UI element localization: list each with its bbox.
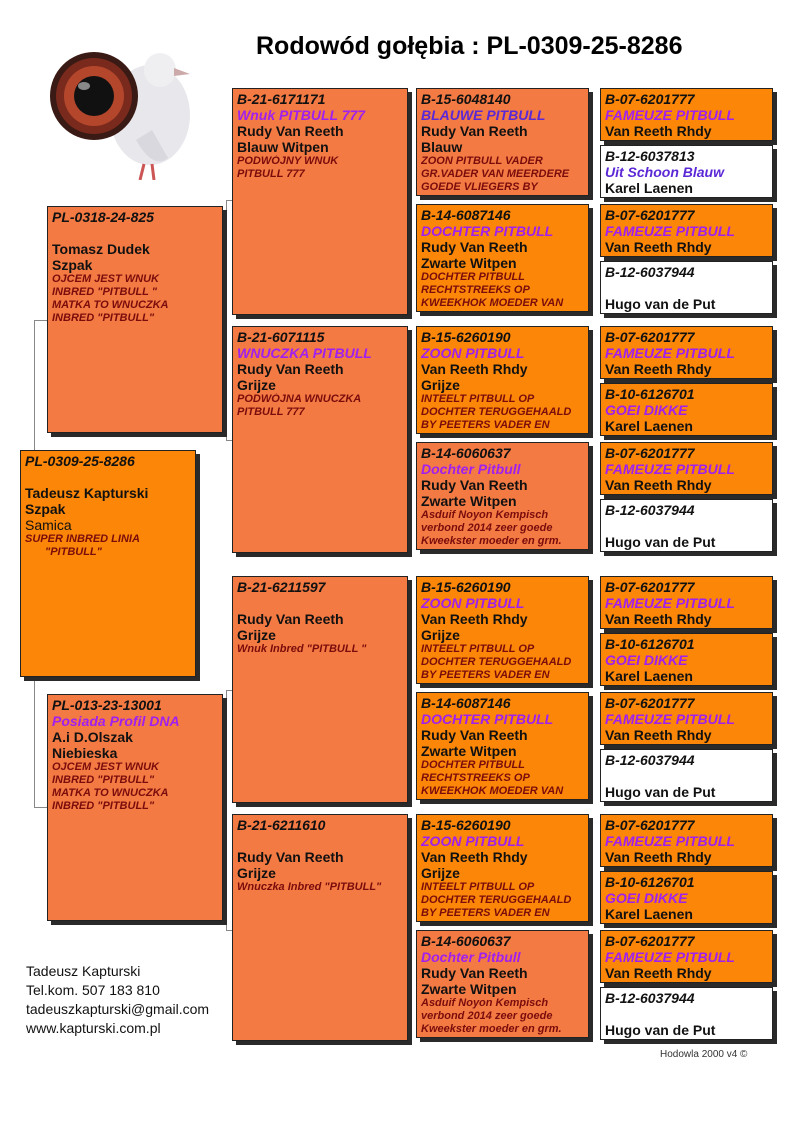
g4-card (600, 749, 773, 802)
ggp-name: DOCHTER PITBULL (421, 223, 554, 239)
breeder-name: Tadeusz Kapturski (26, 963, 141, 979)
g4-name: FAMEUZE PITBULL (605, 223, 735, 239)
ggp-note: BY PEETERS VADER EN (421, 669, 550, 681)
subject-color: Szpak (25, 501, 66, 517)
grandparent-card (232, 814, 408, 1041)
grandparent-owner: Rudy Van Reeth (237, 123, 344, 139)
grandparent-color: Blauw Witpen (237, 139, 329, 155)
sire-ring: PL-0318-24-825 (52, 209, 154, 225)
g4-owner: Hugo van de Put (605, 784, 716, 800)
ggp-note: verbond 2014 zeer goede (421, 522, 553, 534)
ggp-owner: Rudy Van Reeth (421, 477, 528, 493)
g4-owner: Hugo van de Put (605, 534, 716, 550)
ggp-note: GR.VADER VAN MEERDERE (421, 168, 570, 180)
g4-card (600, 692, 773, 745)
g4-card (600, 383, 773, 436)
g4-name: FAMEUZE PITBULL (605, 345, 735, 361)
software-stamp: Hodowla 2000 v4 © (660, 1049, 748, 1060)
ggp-name: ZOON PITBULL (421, 833, 525, 849)
ggp-ring: B-14-6060637 (421, 933, 511, 949)
g4-ring: B-07-6201777 (605, 817, 695, 833)
g4-card (600, 204, 773, 257)
ggp-ring: B-14-6087146 (421, 695, 511, 711)
ggp-note: KWEEKHOK MOEDER VAN (421, 297, 564, 309)
ggp-note: GOEDE VLIEGERS BY (421, 181, 538, 193)
g4-card (600, 814, 773, 867)
sire-card (47, 206, 223, 433)
ggp-color: Zwarte Witpen (421, 981, 517, 997)
g4-name: FAMEUZE PITBULL (605, 595, 735, 611)
g4-owner: Hugo van de Put (605, 296, 716, 312)
g4-name: FAMEUZE PITBULL (605, 107, 735, 123)
dam-ring: PL-013-23-13001 (52, 697, 162, 713)
ggp-note: BY PEETERS VADER EN (421, 907, 550, 919)
g4-ring: B-07-6201777 (605, 207, 695, 223)
g4-card (600, 88, 773, 141)
breeder-email[interactable]: tadeuszkapturski@gmail.com (26, 1001, 210, 1017)
ggp-note: DOCHTER PITBULL (421, 271, 525, 283)
great-grandparent-card (416, 88, 589, 196)
g4-name: GOEI DIKKE (605, 652, 688, 668)
dam-note: MATKA TO WNUCZKA (52, 787, 169, 799)
grandparent-ring: B-21-6171171 (237, 91, 326, 107)
subject-note: "PITBULL" (45, 546, 102, 558)
ggp-note: verbond 2014 zeer goede (421, 1010, 553, 1022)
ggp-ring: B-15-6260190 (421, 579, 511, 595)
ggp-ring: B-14-6060637 (421, 445, 511, 461)
ggp-note: RECHTSTREEKS OP (421, 284, 530, 296)
g4-ring: B-12-6037944 (605, 990, 695, 1006)
great-grandparent-card (416, 442, 589, 550)
great-grandparent-card (416, 692, 589, 800)
g4-card (600, 930, 773, 983)
grandparent-note: Wnuczka Inbred "PITBULL" (237, 881, 382, 893)
breeder-website[interactable]: www.kapturski.com.pl (26, 1020, 161, 1036)
g4-owner: Van Reeth Rhdy (605, 123, 712, 139)
dam-note: OJCEM JEST WNUK (52, 761, 159, 773)
dam-owner: A.i D.Olszak (52, 729, 133, 745)
g4-card (600, 576, 773, 629)
subject-owner: Tadeusz Kapturski (25, 485, 149, 501)
ggp-color: Grijze (421, 865, 460, 881)
grandparent-owner: Rudy Van Reeth (237, 361, 344, 377)
great-grandparent-card (416, 204, 589, 312)
ggp-color: Grijze (421, 627, 460, 643)
g4-owner: Van Reeth Rhdy (605, 727, 712, 743)
breeder-phone: Tel.kom. 507 183 810 (26, 982, 160, 998)
page-title: Rodowód gołębia : PL-0309-25-8286 (256, 32, 683, 60)
g4-owner: Van Reeth Rhdy (605, 849, 712, 865)
g4-name: GOEI DIKKE (605, 402, 688, 418)
grandparent-note: PITBULL 777 (237, 406, 305, 418)
great-grandparent-card (416, 576, 589, 684)
g4-ring: B-07-6201777 (605, 91, 695, 107)
grandparent-color: Grijze (237, 865, 276, 881)
grandparent-note: Wnuk Inbred "PITBULL " (237, 643, 367, 655)
grandparent-ring: B-21-6211610 (237, 817, 326, 833)
grandparent-note: PODWÓJNY WNUK (237, 155, 339, 167)
ggp-name: BLAUWE PITBULL (421, 107, 546, 123)
ggp-note: DOCHTER TERUGGEHAALD (421, 406, 572, 418)
ggp-name: DOCHTER PITBULL (421, 711, 554, 727)
ggp-note: BY PEETERS VADER EN (421, 419, 550, 431)
g4-ring: B-07-6201777 (605, 933, 695, 949)
ggp-owner: Rudy Van Reeth (421, 965, 528, 981)
g4-ring: B-07-6201777 (605, 329, 695, 345)
g4-card (600, 987, 773, 1040)
grandparent-color: Grijze (237, 377, 276, 393)
grandparent-name: Wnuk PITBULL 777 (237, 107, 366, 123)
ggp-note: INTEELT PITBULL OP (421, 393, 535, 405)
ggp-color: Zwarte Witpen (421, 255, 517, 271)
g4-owner: Van Reeth Rhdy (605, 611, 712, 627)
ggp-note: DOCHTER TERUGGEHAALD (421, 656, 572, 668)
ggp-color: Zwarte Witpen (421, 743, 517, 759)
g4-owner: Van Reeth Rhdy (605, 239, 712, 255)
ggp-note: Asduif Noyon Kempisch (421, 997, 549, 1009)
sire-note: OJCEM JEST WNUK (52, 273, 159, 285)
dam-color: Niebieska (52, 745, 118, 761)
dam-card (47, 694, 223, 921)
ggp-note: DOCHTER PITBULL (421, 759, 525, 771)
grandparent-card (232, 326, 408, 553)
sire-note: INBRED "PITBULL" (52, 312, 155, 324)
subject-sex: Samica (25, 517, 72, 533)
g4-name: FAMEUZE PITBULL (605, 949, 735, 965)
ggp-name: ZOON PITBULL (421, 345, 525, 361)
g4-ring: B-10-6126701 (605, 386, 695, 402)
sire-note: INBRED "PITBULL " (52, 286, 157, 298)
ggp-note: INTEELT PITBULL OP (421, 881, 535, 893)
g4-card (600, 261, 773, 314)
ggp-note: INTEELT PITBULL OP (421, 643, 535, 655)
ggp-note: Asduif Noyon Kempisch (421, 509, 549, 521)
g4-ring: B-07-6201777 (605, 695, 695, 711)
grandparent-owner: Rudy Van Reeth (237, 849, 344, 865)
ggp-ring: B-15-6048140 (421, 91, 511, 107)
grandparent-ring: B-21-6071115 (237, 329, 325, 345)
subject-card (20, 450, 196, 677)
dam-note: INBRED "PITBULL" (52, 800, 155, 812)
g4-ring: B-12-6037944 (605, 502, 695, 518)
ggp-note: RECHTSTREEKS OP (421, 772, 530, 784)
sire-owner: Tomasz Dudek (52, 241, 150, 257)
ggp-owner: Van Reeth Rhdy (421, 849, 528, 865)
pigeon-eye-logo (48, 30, 198, 180)
grandparent-owner: Rudy Van Reeth (237, 611, 344, 627)
ggp-owner: Rudy Van Reeth (421, 239, 528, 255)
g4-ring: B-12-6037813 (605, 148, 695, 164)
ggp-name: Dochter Pitbull (421, 949, 521, 965)
grandparent-card (232, 576, 408, 803)
g4-owner: Hugo van de Put (605, 1022, 716, 1038)
ggp-note: ZOON PITBULL VADER (421, 155, 543, 167)
g4-owner: Van Reeth Rhdy (605, 361, 712, 377)
g4-name: GOEI DIKKE (605, 890, 688, 906)
ggp-note: KWEEKHOK MOEDER VAN (421, 785, 564, 797)
great-grandparent-card (416, 326, 589, 434)
g4-ring: B-07-6201777 (605, 445, 695, 461)
ggp-name: Dochter Pitbull (421, 461, 521, 477)
dam-name: Posiada Profil DNA (52, 713, 180, 729)
grandparent-note: PITBULL 777 (237, 168, 305, 180)
g4-owner: Van Reeth Rhdy (605, 477, 712, 493)
subject-note: SUPER INBRED LINIA (25, 533, 140, 545)
ggp-owner: Van Reeth Rhdy (421, 611, 528, 627)
g4-owner: Karel Laenen (605, 906, 693, 922)
ggp-name: ZOON PITBULL (421, 595, 525, 611)
great-grandparent-card (416, 930, 589, 1038)
g4-name: Uit Schoon Blauw (605, 164, 724, 180)
g4-card (600, 326, 773, 379)
dam-note: INBRED "PITBULL" (52, 774, 155, 786)
ggp-note: DOCHTER TERUGGEHAALD (421, 894, 572, 906)
g4-ring: B-12-6037944 (605, 752, 695, 768)
ggp-owner: Rudy Van Reeth (421, 727, 528, 743)
ggp-color: Blauw (421, 139, 463, 155)
great-grandparent-card (416, 814, 589, 922)
sire-note: MATKA TO WNUCZKA (52, 299, 169, 311)
g4-ring: B-07-6201777 (605, 579, 695, 595)
g4-card (600, 145, 773, 198)
grandparent-color: Grijze (237, 627, 276, 643)
grandparent-name: WNUCZKA PITBULL (237, 345, 372, 361)
breeder-contact (26, 962, 209, 1038)
g4-ring: B-10-6126701 (605, 874, 695, 890)
g4-owner: Karel Laenen (605, 180, 693, 196)
g4-owner: Van Reeth Rhdy (605, 965, 712, 981)
g4-ring: B-10-6126701 (605, 636, 695, 652)
ggp-color: Grijze (421, 377, 460, 393)
g4-name: FAMEUZE PITBULL (605, 833, 735, 849)
ggp-owner: Van Reeth Rhdy (421, 361, 528, 377)
g4-card (600, 499, 773, 552)
g4-owner: Karel Laenen (605, 668, 693, 684)
g4-name: FAMEUZE PITBULL (605, 711, 735, 727)
ggp-note: Kweekster moeder en grm. (421, 1023, 562, 1035)
ggp-ring: B-15-6260190 (421, 817, 511, 833)
subject-ring: PL-0309-25-8286 (25, 453, 135, 469)
grandparent-ring: B-21-6211597 (237, 579, 326, 595)
ggp-note: Kweekster moeder en grm. (421, 535, 562, 547)
ggp-ring: B-15-6260190 (421, 329, 511, 345)
g4-card (600, 442, 773, 495)
sire-color: Szpak (52, 257, 93, 273)
ggp-owner: Rudy Van Reeth (421, 123, 528, 139)
grandparent-card (232, 88, 408, 315)
ggp-ring: B-14-6087146 (421, 207, 511, 223)
ggp-color: Zwarte Witpen (421, 493, 517, 509)
g4-card (600, 633, 773, 686)
g4-name: FAMEUZE PITBULL (605, 461, 735, 477)
grandparent-note: PODWÓJNA WNUCZKA (237, 393, 362, 405)
g4-card (600, 871, 773, 924)
g4-owner: Karel Laenen (605, 418, 693, 434)
g4-ring: B-12-6037944 (605, 264, 695, 280)
